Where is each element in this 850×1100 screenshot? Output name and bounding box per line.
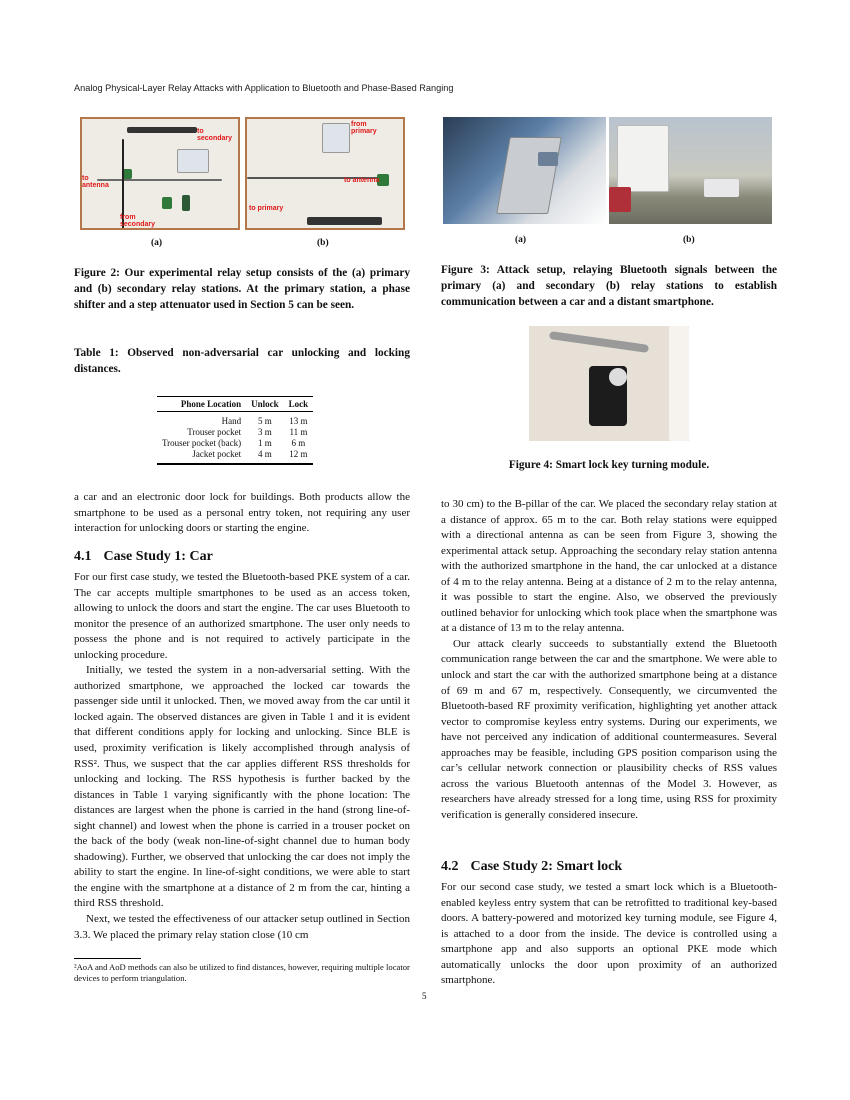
cell: 3 m bbox=[258, 427, 272, 437]
footnote-rule bbox=[74, 958, 141, 959]
page-number: 5 bbox=[422, 991, 427, 1001]
label-to-secondary: to secondary bbox=[197, 128, 233, 142]
table-header-row bbox=[157, 397, 313, 412]
label-to-antenna: to antenna bbox=[344, 177, 380, 184]
cell: Hand bbox=[221, 416, 242, 426]
figure-3a-car-antenna-photo bbox=[443, 117, 606, 224]
section-4-2-heading bbox=[441, 859, 634, 875]
figure-4-caption: Figure 4: Smart lock key turning module. bbox=[508, 459, 710, 471]
cell: Jacket pocket bbox=[192, 449, 242, 459]
cell: Trouser pocket (back) bbox=[162, 438, 242, 448]
left-column-body bbox=[74, 570, 410, 943]
figure-3b-label: (b) bbox=[683, 235, 695, 245]
cell: 13 m bbox=[289, 416, 308, 426]
running-header: Analog Physical-Layer Relay Attacks with Application to Bluetooth and Phase-Based Ranging bbox=[74, 83, 454, 93]
section-title: Case Study 2: Smart lock bbox=[470, 859, 623, 874]
section-title: Case Study 1: Car bbox=[103, 549, 213, 564]
paragraph: Next, we tested the effectiveness of our attacker setup outlined in Section 3.3. We placed the primary relay station close (10 cm bbox=[74, 913, 410, 941]
figure-2a-primary-relay-photo bbox=[80, 117, 240, 230]
section-number: 4.1 bbox=[74, 549, 92, 564]
paragraph: For our second case study, we tested a smart lock which is a Bluetooth-enabled keyless entry system that can be retrofitted to traditional key-based doors. A battery-powered and motorized key turning module, see Figure 4, is attached to a door from the inside. The device is controlled using a smartphone app and also supports an optional PKE mode which automatically unlocks the door upon proximity of an authorized smartphone. bbox=[441, 881, 777, 987]
column-header: Phone Location bbox=[157, 397, 246, 412]
table-row bbox=[157, 416, 313, 427]
section-4-1-heading bbox=[74, 549, 225, 565]
figure-4-smart-lock-photo bbox=[529, 326, 689, 441]
section-number: 4.2 bbox=[441, 859, 459, 874]
table-row bbox=[157, 449, 313, 460]
figure-3-caption: Figure 3: Attack setup, relaying Bluetooth signals between the primary (a) and secondary (b) relay stations to establish communication between a car and a distant smartphone. bbox=[441, 264, 777, 308]
cell: 5 m bbox=[258, 416, 272, 426]
paragraph: to 30 cm) to the B-pillar of the car. We placed the secondary relay station at a distance of approx. 65 m to the car. Both relay stations were equipped with a directional antenna as can be seen from Figure 3, showing the experimental attack setup. Approaching the secondary relay station antenna with the authorized smartphone in the hand, the car unlocked at a distance of 4 m to the relay antenna. Being at a distance of 2 m to the relay antenna, it was possible to start the engine. Also, we observed the previously outlined behavior for unlocking which took place when the smartphone was at a distance of 13 m to the relay antenna. bbox=[441, 498, 777, 635]
cell: 4 m bbox=[258, 449, 272, 459]
paragraph: Initially, we tested the system in a non-adversarial setting. With the authorized smartphone, we approached the locked car towards the passenger side until it unlocked. Then, we moved away from the car until it locked again. The observed distances are given in Table 1 and it is evident that different conditions apply for locking and unlocking. Since BLE is used, proximity verification is likely accomplished through analysis of RSS². Thus, we suspect that the car applies different RSS thresholds for unlocking and locking. The RSS hypothesis is further backed by the distances in Table 1 varying significantly with the phone location: The distances are largest when the phone is carried in the hand (strong line-of-sight channel) and lowest when the phone is carried in a trouser pocket on the back of the body (weak non-line-of-sight channel due to human body shadowing). Further, we observed that unlocking the car does not imply the ability to start the engine. In line-of-sight conditions, we were able to start the engine with the smartphone at a distance of 2 m from the car, hinting a third RSS threshold. bbox=[74, 664, 410, 910]
column-header: Unlock bbox=[246, 397, 284, 412]
table-row bbox=[157, 438, 313, 449]
cell: 11 m bbox=[289, 427, 308, 437]
right-column-body bbox=[441, 497, 777, 823]
left-column-intro bbox=[74, 490, 410, 537]
figure-2a-label: (a) bbox=[151, 238, 163, 248]
paragraph: For our first case study, we tested the Bluetooth-based PKE system of a car. The car accepts multiple smartphones to be used as an access token, allowing to unlock the doors and start the engine. The car uses Bluetooth to monitor the presence of an authorized smartphone. The user only needs to possess the phone and is not required to actively participate in the unlocking procedure. bbox=[74, 571, 410, 661]
table-1-caption: Table 1: Observed non-adversarial car unlocking and locking distances. bbox=[74, 347, 410, 375]
figure-2b-label: (b) bbox=[317, 238, 329, 248]
label-to-primary: to primary bbox=[249, 205, 284, 212]
paragraph: a car and an electronic door lock for buildings. Both products allow the smartphone to be used as a personal entry token, not requiring any user interaction for unlocking doors or starting the engine. bbox=[74, 491, 410, 535]
label-from-primary: from primary bbox=[351, 121, 377, 135]
cell: 6 m bbox=[291, 438, 306, 448]
paragraph: Our attack clearly succeeds to substantially extend the Bluetooth communication range between the car and the smartphone. We were able to unlock and start the car with the authorized smartphone being at a distance of 69 m and 67 m, respectively. Consequently, we circumvented the Bluetooth-based RF proximity verification, highlighting yet another attack vector to compromise keyless entry systems. During our experiments, we have not perceived any indication of additional countermeasures. Several approaches may be feasible, including GPS position comparison using the car’s cellular network connection or plausibility checks of RSS values across the various Bluetooth antennas of the Model 3. However, as researchers have already stressed for a long time, using RSS for proximity verification is generally considered insecure. bbox=[441, 637, 777, 821]
figure-2-caption: Figure 2: Our experimental relay setup consists of the (a) primary and (b) secondary relay stations. At the primary station, a phase shifter and a step attenuator used in Section 5 can be seen. bbox=[74, 267, 410, 311]
footnote: ²AoA and AoD methods can also be utilized to find distances, however, requiring multiple locator devices to perform triangulation. bbox=[74, 962, 410, 983]
cell: Trouser pocket bbox=[187, 427, 242, 437]
label-to-antenna: to antenna bbox=[82, 175, 109, 189]
table-row bbox=[157, 427, 313, 438]
figure-3a-label: (a) bbox=[515, 235, 527, 245]
label-from-secondary: from secondary bbox=[120, 214, 156, 228]
cell: 12 m bbox=[289, 449, 308, 459]
cell: 1 m bbox=[258, 438, 272, 448]
table-1 bbox=[157, 396, 313, 465]
figure-3b-outdoor-antenna-photo bbox=[609, 117, 772, 224]
right-column-body-2 bbox=[441, 880, 777, 989]
figure-2b-secondary-relay-photo bbox=[245, 117, 405, 230]
column-header: Lock bbox=[284, 397, 314, 412]
